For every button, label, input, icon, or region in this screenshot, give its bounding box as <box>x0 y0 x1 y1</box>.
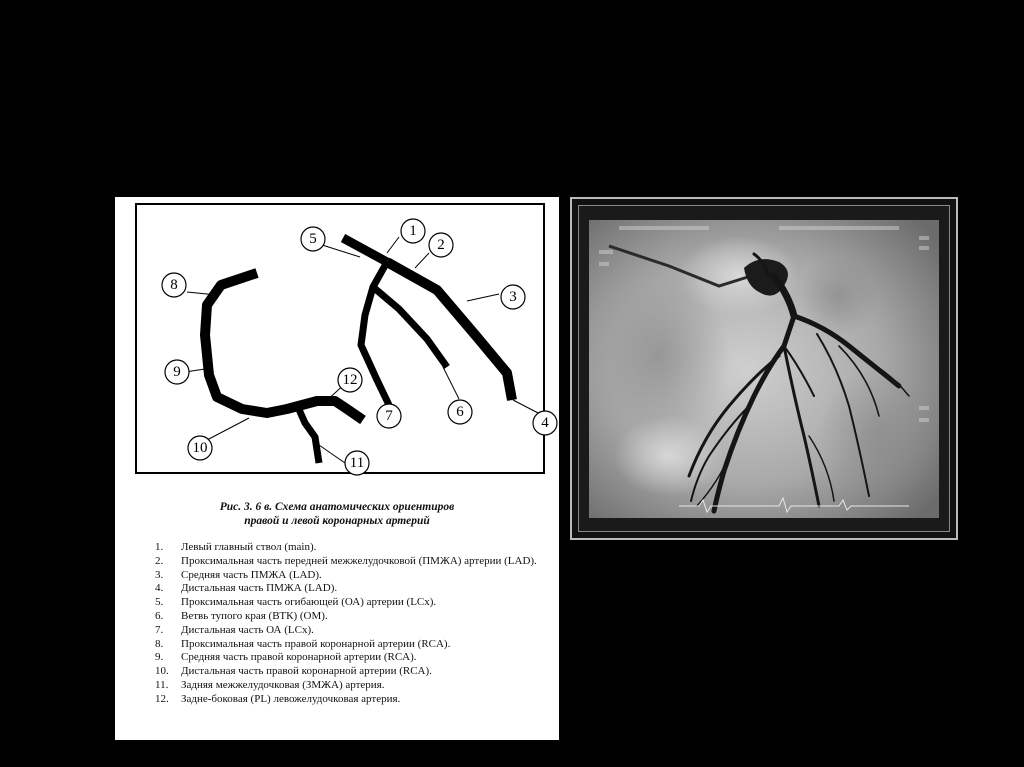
legend-item <box>155 624 555 638</box>
legend-number: 2. <box>155 554 164 567</box>
legend-text: Задне-боковая (PL) левожелудочковая артерия. <box>181 692 401 705</box>
legend-text: Проксимальная часть передней межжелудочковой (ПМЖА) артерии (LAD). <box>181 554 537 567</box>
segment-number: 8 <box>170 277 178 293</box>
legend-number: 1. <box>155 541 164 553</box>
segment-number: 5 <box>309 231 317 247</box>
legend-number: 7. <box>155 623 164 636</box>
om-branch <box>373 287 447 367</box>
legend-text: Ветвь тупого края (ВТК) (ОМ). <box>181 609 328 622</box>
legend-text: Дистальная часть ПМЖА (LAD). <box>181 582 338 595</box>
left-main-segment <box>343 238 387 262</box>
segment-number: 6 <box>456 404 464 420</box>
rca-segment <box>205 273 363 420</box>
legend-item <box>155 610 555 624</box>
legend-text: Задняя межжелудочковая (ЗМЖА) артерия. <box>181 678 385 691</box>
coronary-scheme <box>137 205 547 476</box>
segment-number: 4 <box>541 415 549 431</box>
pda-branch <box>297 405 319 463</box>
legend-item <box>155 679 555 693</box>
lcx-segment <box>361 262 389 405</box>
legend-text: Левый главный ствол (main). <box>181 541 317 553</box>
legend-number: 8. <box>155 637 164 650</box>
legend-number: 6. <box>155 609 164 622</box>
segment-number: 9 <box>173 364 181 380</box>
figure-caption <box>115 500 559 528</box>
scheme-panel <box>115 197 559 740</box>
segment-number: 1 <box>409 223 417 239</box>
legend-item <box>155 665 555 679</box>
legend-number: 3. <box>155 568 164 581</box>
legend-number: 9. <box>155 651 164 664</box>
legend-number: 12. <box>155 692 169 705</box>
legend-item <box>155 693 555 707</box>
legend-item <box>155 651 555 665</box>
segment-number: 11 <box>349 455 365 471</box>
caption-line-1: Рис. 3. 6 в. Схема анатомических ориентиров <box>219 501 455 513</box>
legend-item <box>155 555 555 569</box>
legend-text: Проксимальная часть правой коронарной артерии (RCA). <box>181 637 451 650</box>
legend-item <box>155 638 555 652</box>
segment-number: 12 <box>342 372 358 388</box>
segment-number: 7 <box>385 408 393 424</box>
legend-number: 5. <box>155 596 164 609</box>
angiogram-panel <box>570 197 958 540</box>
angiogram-frame <box>578 205 950 532</box>
legend-item <box>155 582 555 596</box>
angiogram-image <box>579 206 949 531</box>
segment-number: 3 <box>509 289 517 305</box>
legend-item <box>155 596 555 610</box>
coronary-scheme-frame <box>135 203 549 474</box>
legend-number: 4. <box>155 582 164 595</box>
legend-text: Средняя часть ПМЖА (LAD). <box>181 568 322 581</box>
legend-number: 11. <box>155 678 169 691</box>
segment-number: 10 <box>192 440 208 456</box>
legend-text: Средняя часть правой коронарной артерии (RCA). <box>181 651 417 664</box>
segment-number: 2 <box>437 237 445 253</box>
legend-item <box>155 569 555 583</box>
segment-legend <box>155 541 555 707</box>
legend-number: 10. <box>155 665 169 678</box>
caption-line-2: правой и левой коронарных артерий <box>244 515 430 527</box>
legend-text: Дистальная часть правой коронарной артерии (RCA). <box>181 665 432 678</box>
legend-text: Проксимальная часть огибающей (ОА) артерии (LCx). <box>181 596 437 609</box>
legend-item <box>155 541 555 555</box>
legend-text: Дистальная часть ОА (LCx). <box>181 623 314 636</box>
